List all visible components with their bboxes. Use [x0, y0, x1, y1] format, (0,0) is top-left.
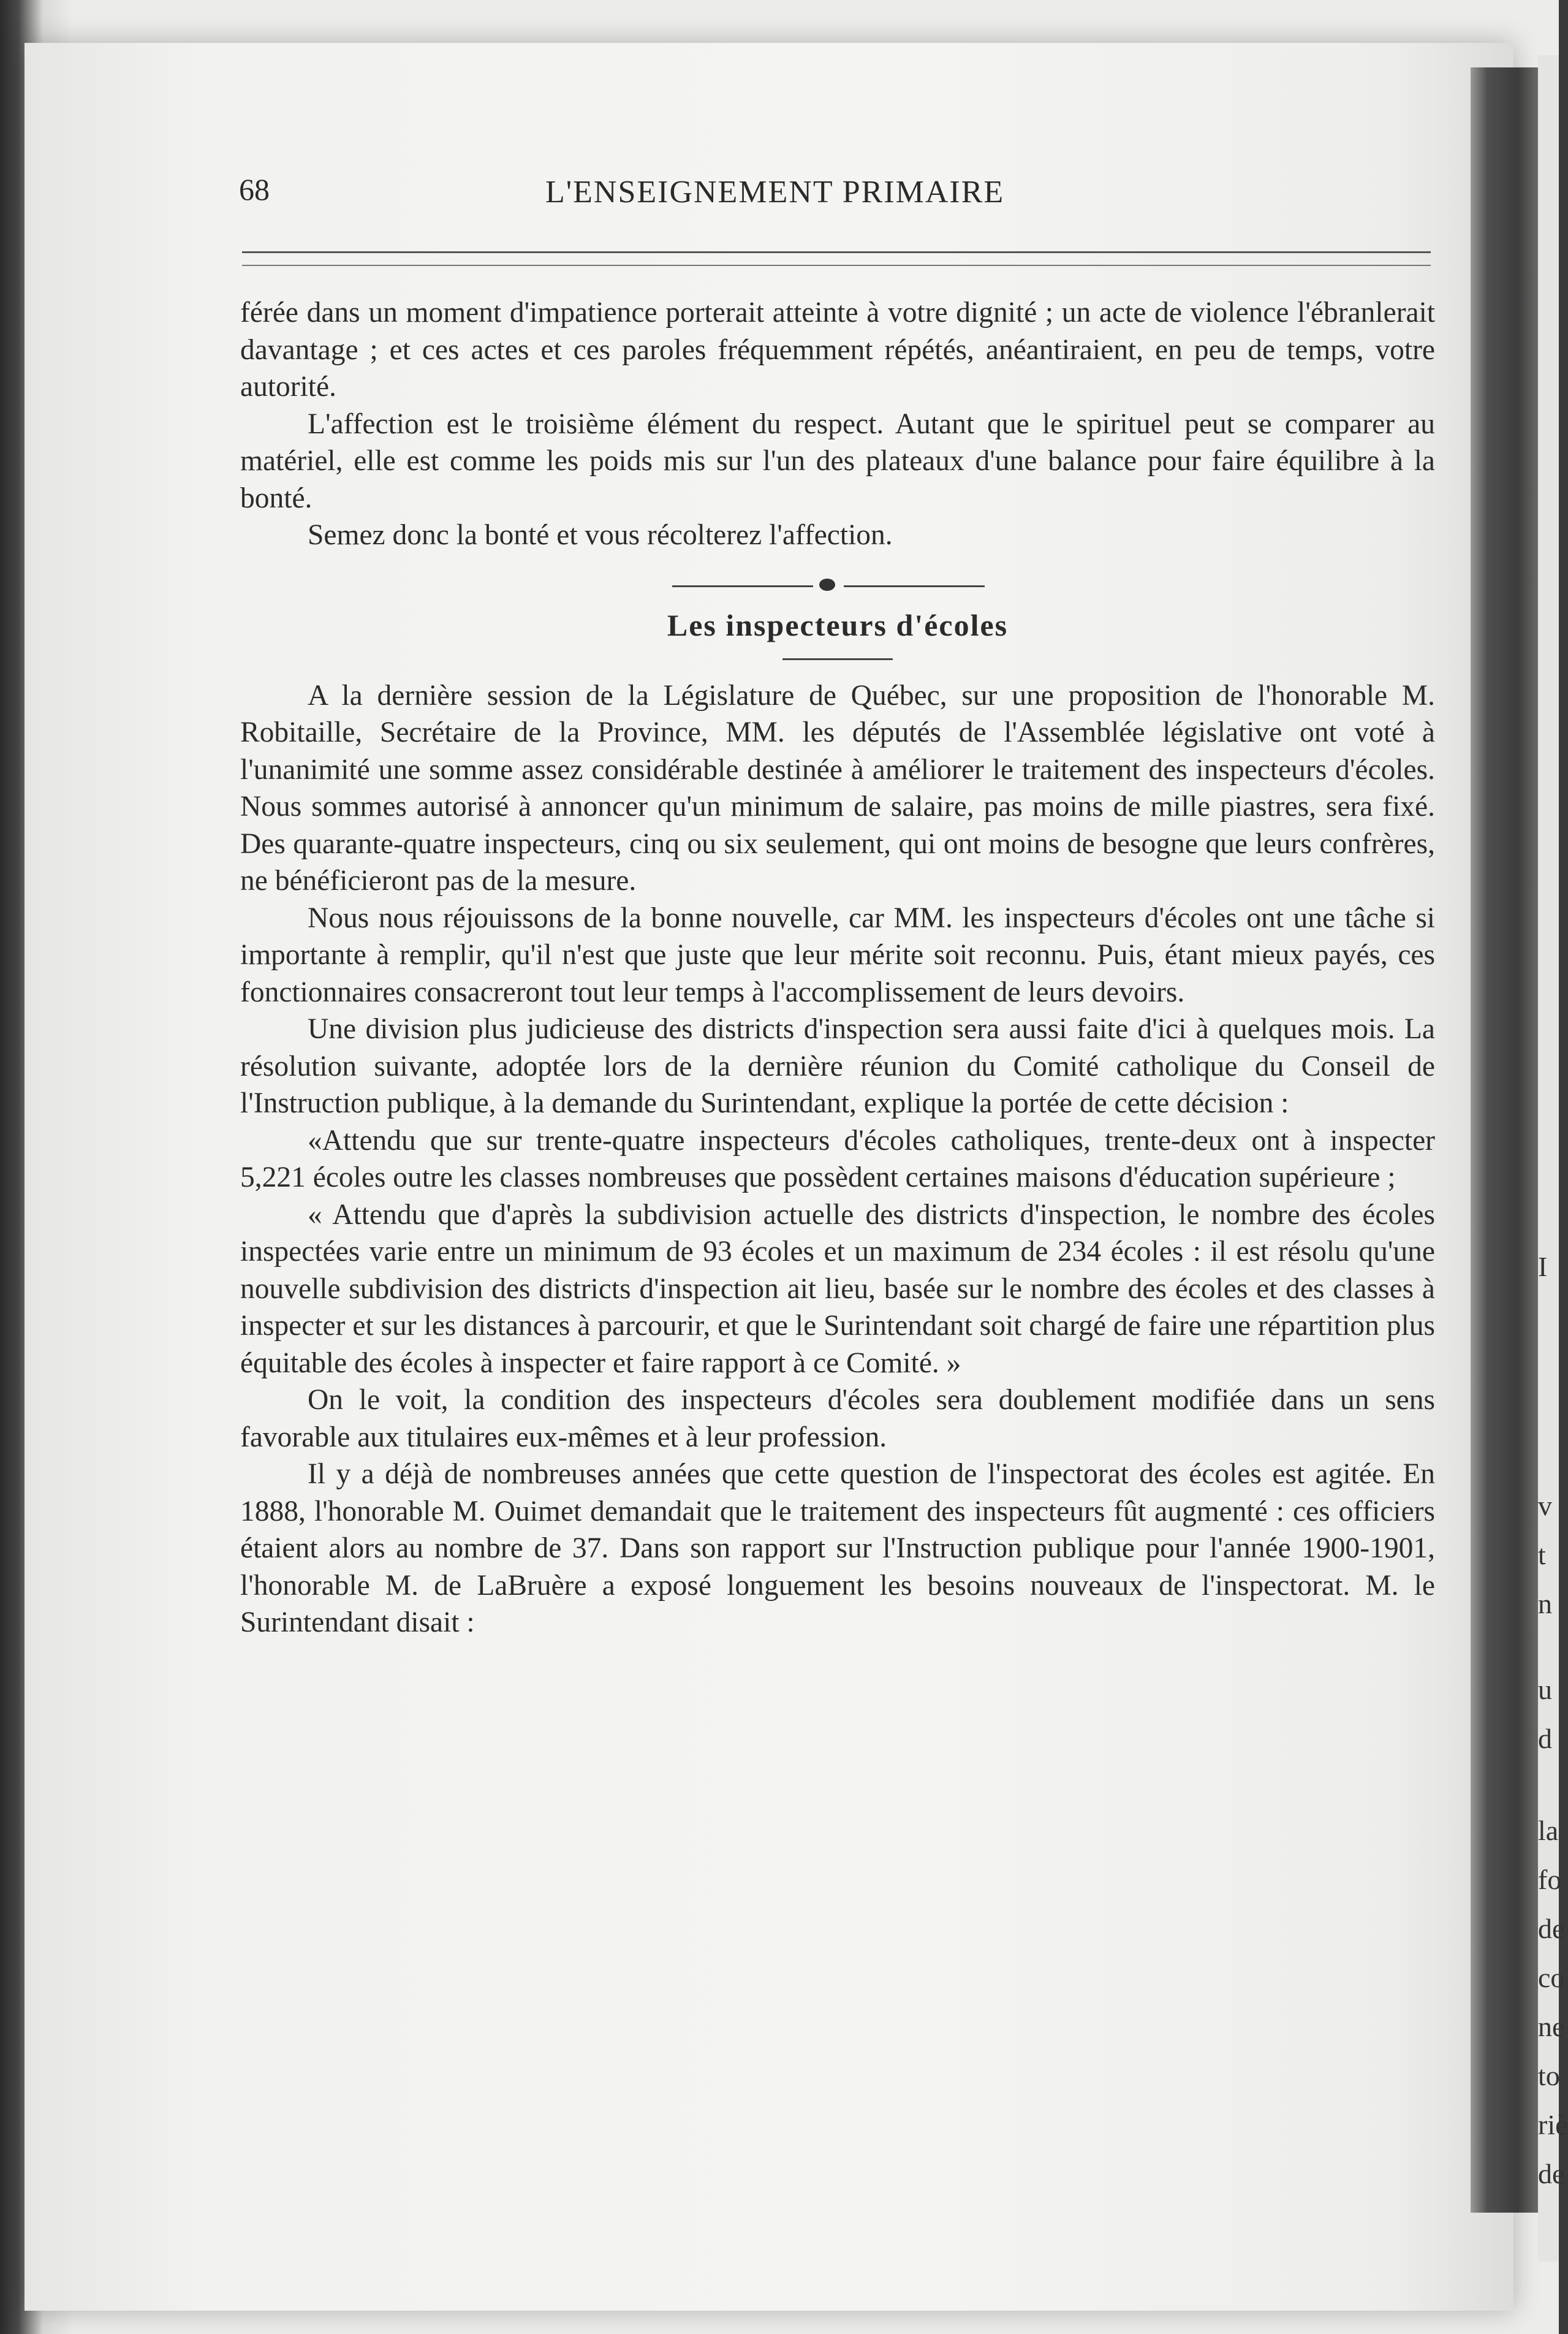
facing-page-fragment: v — [1538, 1490, 1552, 1521]
separator-ornament-icon — [819, 579, 835, 591]
separator-line-right — [844, 585, 985, 587]
facing-page-fragment: I — [1538, 1251, 1548, 1282]
header-rule-secondary — [242, 265, 1431, 266]
running-head — [239, 172, 1428, 215]
title-underline — [782, 658, 893, 660]
paragraph: Semez donc la bonté et vous récolterez l'affection. — [308, 519, 893, 551]
header-rule — [242, 251, 1431, 253]
facing-page-fragment: ne — [1538, 2011, 1565, 2042]
book-spine — [1471, 67, 1538, 2213]
paragraph: férée dans un moment d'impatience porterait atteinte à votre dignité ; un acte de violence l'ébranlerait davantage ; et ces actes et ces paroles fréquemment répétés, anéantiraient, en peu de temps, votre autorité. — [240, 297, 1435, 403]
section-title: Les inspecteurs d'écoles — [667, 607, 1009, 642]
intro-section — [240, 294, 1435, 554]
paragraph: «Attendu que sur trente-quatre inspecteurs d'écoles catholiques, trente-deux ont à inspecter 5,221 écoles outre les classes nombreuses que possèdent certaines maisons d'éducation supérieure ; — [240, 1124, 1435, 1193]
facing-page-fragment: u — [1538, 1674, 1552, 1705]
body-text — [240, 294, 1435, 1641]
facing-page-fragment: to — [1538, 2060, 1560, 2091]
paragraph: A la dernière session de la Législature de Québec, sur une proposition de l'honorable M. Robitaille, Secrétaire de la Province, MM. les députés de l'Assemblée législative ont voté à l'unanimité une somme assez considérable destinée à améliorer le traitement des inspecteurs d'écoles. Nous sommes autorisé à annoncer qu'un minimum de salaire, pas moins de mille piastres, sera fixé. Des quarante-quatre inspecteurs, cinq ou six seulement, qui ont moins de besogne que leurs confrères, ne bénéficieront pas de la mesure. — [240, 679, 1435, 897]
section-separator — [240, 566, 1435, 604]
paragraph: Nous nous réjouissons de la bonne nouvelle, car MM. les inspecteurs d'écoles ont une tâche si importante à remplir, qu'il n'est que juste que leur mérite soit reconnu. Puis, étant mieux payés, ces fonctionnaires consacreront tout leur temps à l'accomplissement de leurs devoirs. — [240, 902, 1435, 1008]
page-number: 68 — [239, 172, 270, 207]
facing-page-fragment: t — [1538, 1539, 1546, 1570]
facing-page-fragment: de — [1538, 2158, 1565, 2189]
facing-page-fragment: d — [1538, 1723, 1552, 1754]
facing-page-edge — [1538, 55, 1568, 2262]
paragraph: « Attendu que d'après la subdivision actuelle des districts d'inspection, le nombre des écoles inspectées varie entre un minimum de 93 écoles et un maximum de 234 écoles : il est résolu qu'une nouvelle subdivision des districts d'inspection ait lieu, basée sur le nombre des écoles et des classes à inspecter et sur les distances à parcourir, et que le Surintendant soit chargé de faire une répartition plus équitable des écoles à inspecter et faire rapport à ce Comité. » — [240, 1198, 1435, 1379]
paragraph: Une division plus judicieuse des districts d'inspection sera aussi faite d'ici à quelques mois. La résolution suivante, adoptée lors de la dernière réunion du Comité catholique du Conseil de l'Instruction publique, à la demande du Surintendant, explique la portée de cette décision : — [240, 1013, 1435, 1119]
facing-page-fragment: de — [1538, 1913, 1565, 1944]
facing-page-fragment: riè — [1538, 2109, 1568, 2140]
facing-page-fragment: co — [1538, 1962, 1565, 1993]
paragraph: Il y a déjà de nombreuses années que cette question de l'inspectorat des écoles est agitée. En 1888, l'honorable M. Ouimet demandait que le traitement des inspecteurs fût augmenté : ces officiers étaient alors au nombre de 37. Dans son rapport sur l'Instruction publique pour l'année 1900-1901, l'honorable M. de LaBruère a exposé longuement les besoins nouveaux de l'inspectorat. M. le Surintendant disait : — [240, 1458, 1435, 1638]
facing-page-fragment: n — [1538, 1588, 1552, 1619]
facing-page-fragment: la — [1538, 1815, 1559, 1846]
paragraph: L'affection est le troisième élément du respect. Autant que le spirituel peut se comparer au matériel, elle est comme les poids mis sur l'un des plateaux d'une balance pour faire équilibre à la bonté. — [240, 408, 1435, 514]
facing-page-fragment: fo — [1538, 1864, 1562, 1895]
paragraph: On le voit, la condition des inspecteurs d'écoles sera doublement modifiée dans un sens favorable aux titulaires eux-mêmes et à leur profession. — [240, 1384, 1435, 1453]
journal-title: L'ENSEIGNEMENT PRIMAIRE — [545, 175, 1005, 210]
section-body — [240, 677, 1435, 1641]
separator-line-left — [672, 585, 813, 587]
